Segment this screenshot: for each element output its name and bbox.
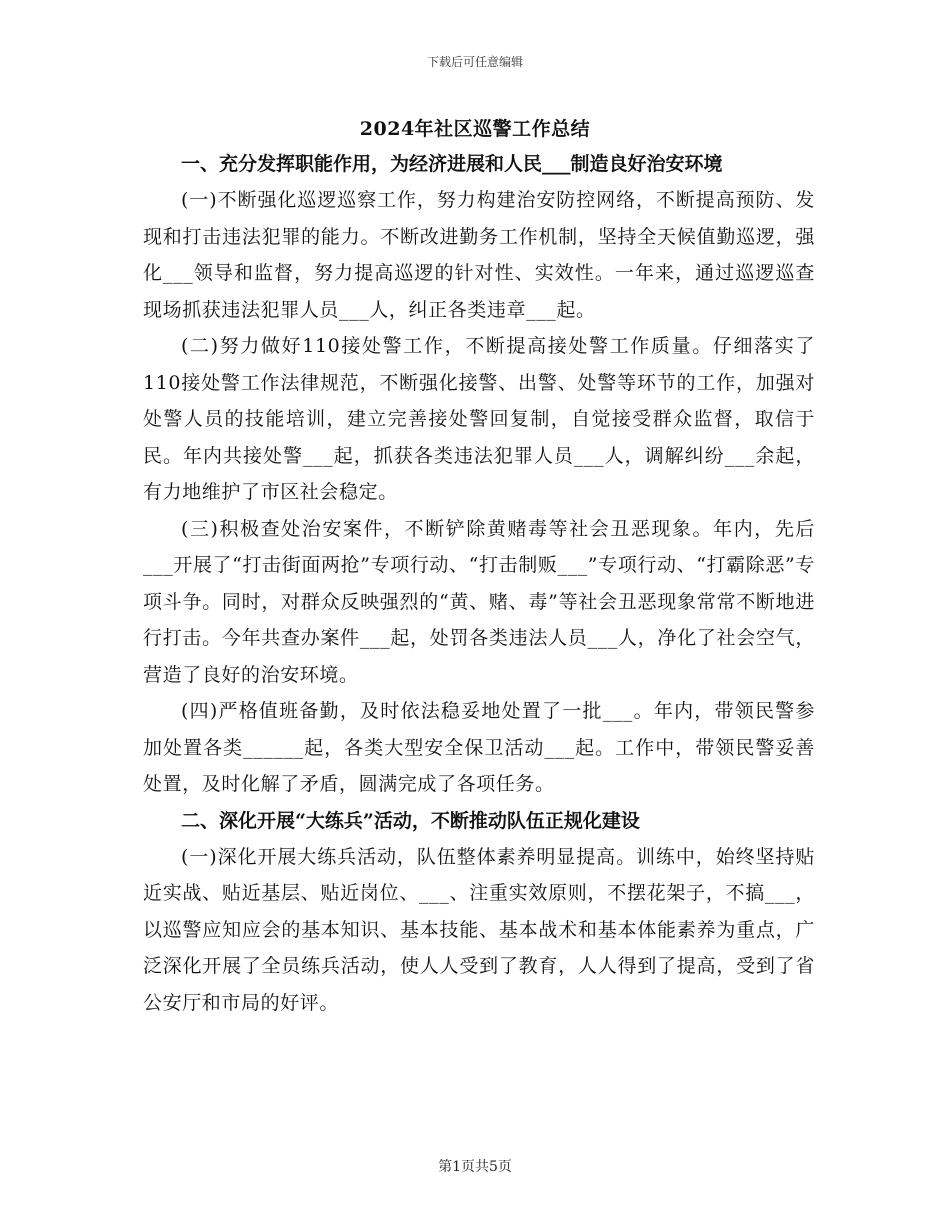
section-heading: 一、充分发挥职能作用，为经济进展和人民___制造良好治安环境 bbox=[181, 153, 723, 175]
paragraph: (一)深化开展大练兵活动，队伍整体素养明显提高。训练中，始终坚持贴近实战、贴近基层、贴近岗位、___、注重实效原则，不摆花架子，不搞___，以巡警应知应会的基本知识、基本技能、基本战术和基本体能素养为重点，广泛深化开展了全员练兵活动，使人人受到了教育，人人得到了提高，受到了省公安厅和市局的好评。 bbox=[143, 845, 815, 1014]
paragraph: (一)不断强化巡逻巡察工作，努力构建治安防控网络，不断提高预防、发现和打击违法犯罪的能力。不断改进勤务工作机制，坚持全天候值勤巡逻，强化___领导和监督，努力提高巡逻的针对性、实效性。一年来，通过巡逻巡查现场抓获违法犯罪人员___人，纠正各类违章___起。 bbox=[143, 189, 815, 321]
document-title: 2024年社区巡警工作总结 bbox=[359, 118, 591, 140]
paragraph: (四)严格值班备勤，及时依法稳妥地处置了一批___。年内，带领民警参加处置各类______起，各类大型安全保卫活动___起。工作中，带领民警妥善处置，及时化解了矛盾，圆满完成了各项任务。 bbox=[143, 700, 815, 795]
document-body bbox=[143, 146, 815, 1021]
section-2 bbox=[143, 803, 815, 1022]
section-1 bbox=[143, 146, 815, 803]
page-footer: 第1页共5页 bbox=[438, 1159, 512, 1175]
paragraph: (三)积极查处治安案件，不断铲除黄赌毒等社会丑恶现象。年内，先后___开展了“打击街面两抢”专项行动、“打击制贩___”专项行动、“打霸除恶”专项斗争。同时，对群众反映强烈的“黄、赌、毒”等社会丑恶现象常常不断地进行打击。今年共查办案件___起，处罚各类违法人员___人，净化了社会空气，营造了良好的治安环境。 bbox=[143, 517, 815, 686]
header-note: 下载后可任意编辑 bbox=[426, 55, 523, 69]
paragraph: (二)努力做好110接处警工作，不断提高接处警工作质量。仔细落实了110接处警工作法律规范，不断强化接警、出警、处警等环节的工作，加强对处警人员的技能培训，建立完善接处警回复制，自觉接受群众监督，取信于民。年内共接处警___起，抓获各类违法犯罪人员___人，调解纠纷___余起，有力地维护了市区社会稳定。 bbox=[143, 335, 815, 503]
section-heading: 二、深化开展“大练兵”活动，不断推动队伍正规化建设 bbox=[181, 809, 640, 832]
